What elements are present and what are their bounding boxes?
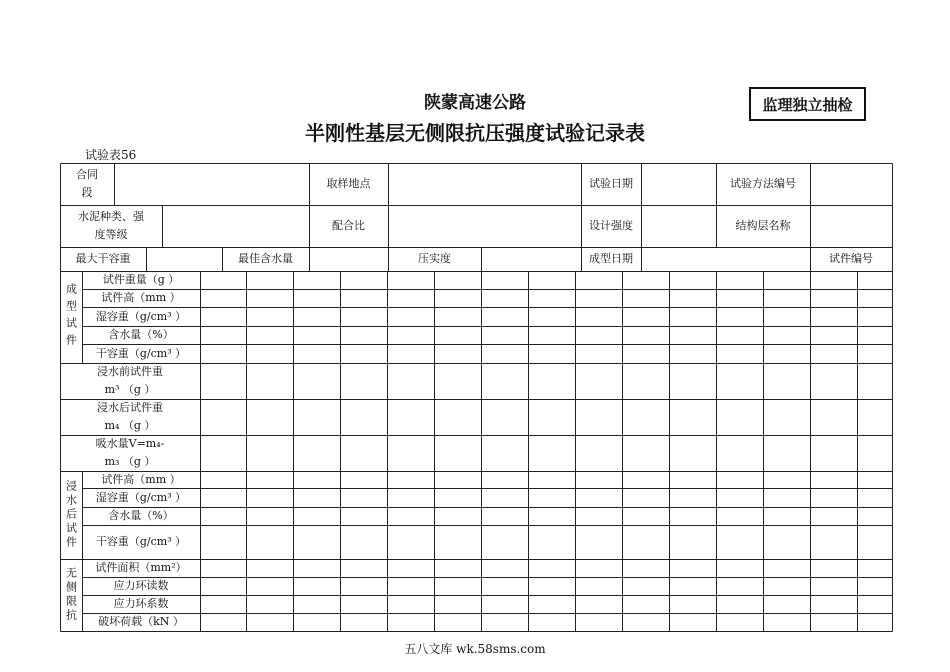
design-strength-label: 设计强度 bbox=[589, 219, 633, 232]
row-moisture-content: 含水量（%） bbox=[108, 328, 174, 341]
row-ring-reading: 应力环读数 bbox=[113, 579, 169, 592]
optimum-moisture-label: 最佳含水量 bbox=[238, 252, 293, 265]
form-title: 半刚性基层无侧限抗压强度试验记录表 bbox=[305, 121, 645, 145]
formed-group-text: 成型试件 bbox=[64, 283, 78, 351]
mix-ratio-value[interactable] bbox=[388, 205, 581, 247]
contract-section-label: 合同 段 bbox=[76, 168, 98, 199]
compaction-label: 压实度 bbox=[418, 252, 451, 265]
molding-date-label: 成型日期 bbox=[589, 252, 633, 265]
row-water-absorption: 吸水量V=m₄- m₃ （g ） bbox=[95, 437, 165, 468]
layer-name-value[interactable] bbox=[810, 205, 892, 247]
design-strength-value[interactable] bbox=[641, 205, 716, 247]
sampling-location-label: 取样地点 bbox=[326, 177, 371, 190]
max-dry-density-label: 最大干容重 bbox=[75, 252, 131, 265]
mix-ratio-label: 配合比 bbox=[332, 219, 365, 232]
test-method-label: 试验方法编号 bbox=[730, 177, 796, 190]
row-soaked-dry-density: 干容重（g/cm³ ） bbox=[95, 535, 187, 548]
test-method-value[interactable] bbox=[810, 163, 892, 205]
row-soaked-moisture: 含水量（%） bbox=[108, 509, 174, 522]
soaked-specimen-group bbox=[60, 471, 82, 559]
row-soaked-wet-density: 湿容重（g/cm³ ） bbox=[95, 490, 187, 504]
row-dry-density: 干容重（g/cm³ ） bbox=[95, 346, 187, 360]
formed-specimen-group bbox=[60, 271, 82, 363]
form-number: 试验表56 bbox=[85, 148, 137, 162]
row-ring-coefficient: 应力环系数 bbox=[113, 597, 169, 610]
watermark-footer: 五八文库 wk.58sms.com bbox=[404, 642, 546, 656]
row-soaked-height: 试件高（mm ） bbox=[101, 472, 181, 486]
test-date-label: 试验日期 bbox=[589, 177, 633, 190]
layer-name-label: 结构层名称 bbox=[735, 219, 791, 232]
supervision-stamp: 监理独立抽检 bbox=[749, 87, 866, 121]
row-mass-after-soak: 浸水后试件重 m₄ （g ） bbox=[97, 401, 163, 432]
row-mass-before-soak: 浸水前试件重 m³ （g ） bbox=[97, 365, 163, 396]
soaked-group-text: 浸水后试件 bbox=[64, 480, 78, 550]
max-dry-density-value[interactable] bbox=[146, 247, 222, 271]
molding-date-value[interactable] bbox=[641, 247, 810, 271]
row-specimen-height: 试件高（mm ） bbox=[101, 291, 181, 304]
project-name: 陕蒙高速公路 bbox=[424, 93, 526, 113]
specimen-no-label: 试件编号 bbox=[829, 252, 873, 265]
unconfined-group-text: 无侧限抗 bbox=[64, 567, 78, 623]
cement-type-label: 水泥种类、强 度等级 bbox=[78, 210, 144, 241]
optimum-moisture-value[interactable] bbox=[309, 247, 388, 271]
row-wet-density: 湿容重（g/cm³ ） bbox=[95, 309, 187, 323]
row-failure-load: 破坏荷载（kN ） bbox=[98, 615, 184, 628]
test-date-value[interactable] bbox=[641, 163, 716, 205]
row-specimen-mass: 试件重量（g ） bbox=[102, 273, 180, 286]
sampling-location-value[interactable] bbox=[388, 163, 581, 205]
compaction-value[interactable] bbox=[481, 247, 581, 271]
unconfined-group bbox=[60, 559, 82, 631]
contract-section-value[interactable] bbox=[114, 163, 309, 205]
row-specimen-area: 试件面积（mm²） bbox=[95, 561, 187, 574]
cement-type-value[interactable] bbox=[162, 205, 309, 247]
